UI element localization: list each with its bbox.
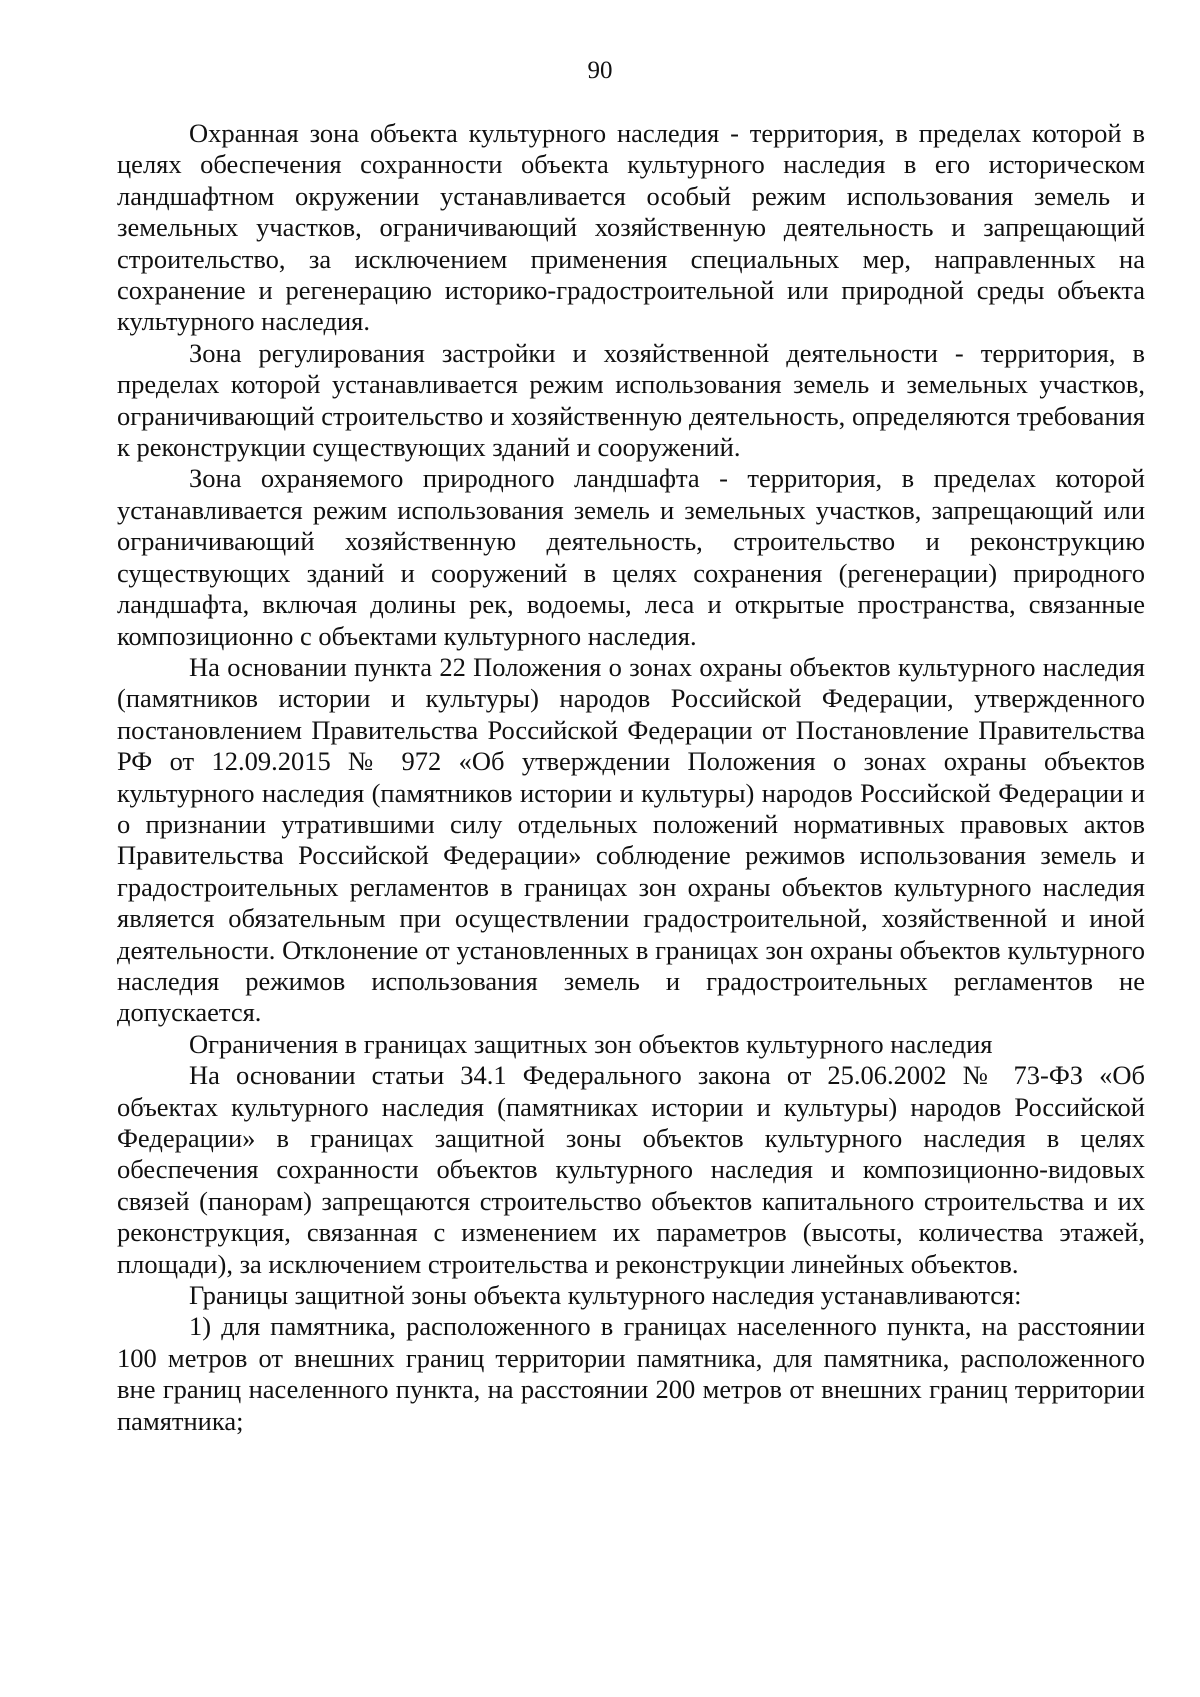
paragraph-protective-zone-boundaries: Границы защитной зоны объекта культурного наследия устанавливаются:	[189, 1280, 1022, 1311]
paragraph-protection-zone: Охранная зона объекта культурного наследия - территория, в пределах которой в целях обеспечения сохранности объекта культурного наследия в его историческом ландшафтном окружении устанавливается особый режим использования земель и земельных участков, ограничивающий хозяйственную деятельность и запрещающий строительство, за исключением применения специальных мер, направленных на сохранение и регенерацию историко-градостроительной или природной среды объекта культурного наследия.	[117, 118, 1145, 337]
paragraph-legal-basis-zones: На основании пункта 22 Положения о зонах охраны объектов культурного наследия (памятников истории и культуры) народов Российской Федерации, утвержденного постановлением Правительства Российской Федерации от Постановление Правительства РФ от 12.09.2015 № 972 «Об утверждении Положения о зонах охраны объектов культурного наследия (памятников истории и культуры) народов Российской Федерации и о признании утратившими силу отдельных положений нормативных правовых актов Правительства Российской Федерации» соблюдение режимов использования земель и градостроительных регламентов в границах зон охраны объектов культурного наследия является обязательным при осуществлении градостроительной, хозяйственной и иной деятельности. Отклонение от установленных в границах зон охраны объектов культурного наследия режимов использования земель и градостроительных регламентов не допускается.	[117, 651, 1145, 1028]
paragraph-natural-landscape-zone: Зона охраняемого природного ландшафта - территория, в пределах которой устанавливается режим использования земель и земельных участков, запрещающий или ограничивающий хозяйственную деятельность, строительство и реконструкцию существующих зданий и сооружений в целях сохранения (регенерации) природного ландшафта, включая долины рек, водоемы, леса и открытые пространства, связанные композиционно с объектами культурного наследия.	[117, 463, 1145, 651]
paragraph-development-regulation-zone: Зона регулирования застройки и хозяйственной деятельности - территория, в пределах которой устанавливается режим использования земель и земельных участков, ограничивающий строительство и хозяйственную деятельность, определяются требования к реконструкции существующих зданий и сооружений.	[117, 337, 1145, 463]
paragraph-protective-zone-restrictions-heading: Ограничения в границах защитных зон объектов культурного наследия	[189, 1028, 993, 1059]
paragraph-boundary-item-1: 1) для памятника, расположенного в границах населенного пункта, на расстоянии 100 метров от внешних границ территории памятника, для памятника, расположенного вне границ населенного пункта, на расстоянии 200 метров от внешних границ территории памятника;	[117, 1311, 1145, 1436]
document-body	[117, 118, 1145, 1437]
paragraph-article-34-1: На основании статьи 34.1 Федерального закона от 25.06.2002 № 73-ФЗ «Об объектах культурного наследия (памятниках истории и культуры) народов Российской Федерации» в границах защитной зоны объектов культурного наследия в целях обеспечения сохранности объектов культурного наследия и композиционно-видовых связей (панорам) запрещаются строительство объектов капитального строительства и их реконструкция, связанная с изменением их параметров (высоты, количества этажей, площади), за исключением строительства и реконструкции линейных объектов.	[117, 1060, 1145, 1279]
page-number: 90	[587, 57, 613, 84]
